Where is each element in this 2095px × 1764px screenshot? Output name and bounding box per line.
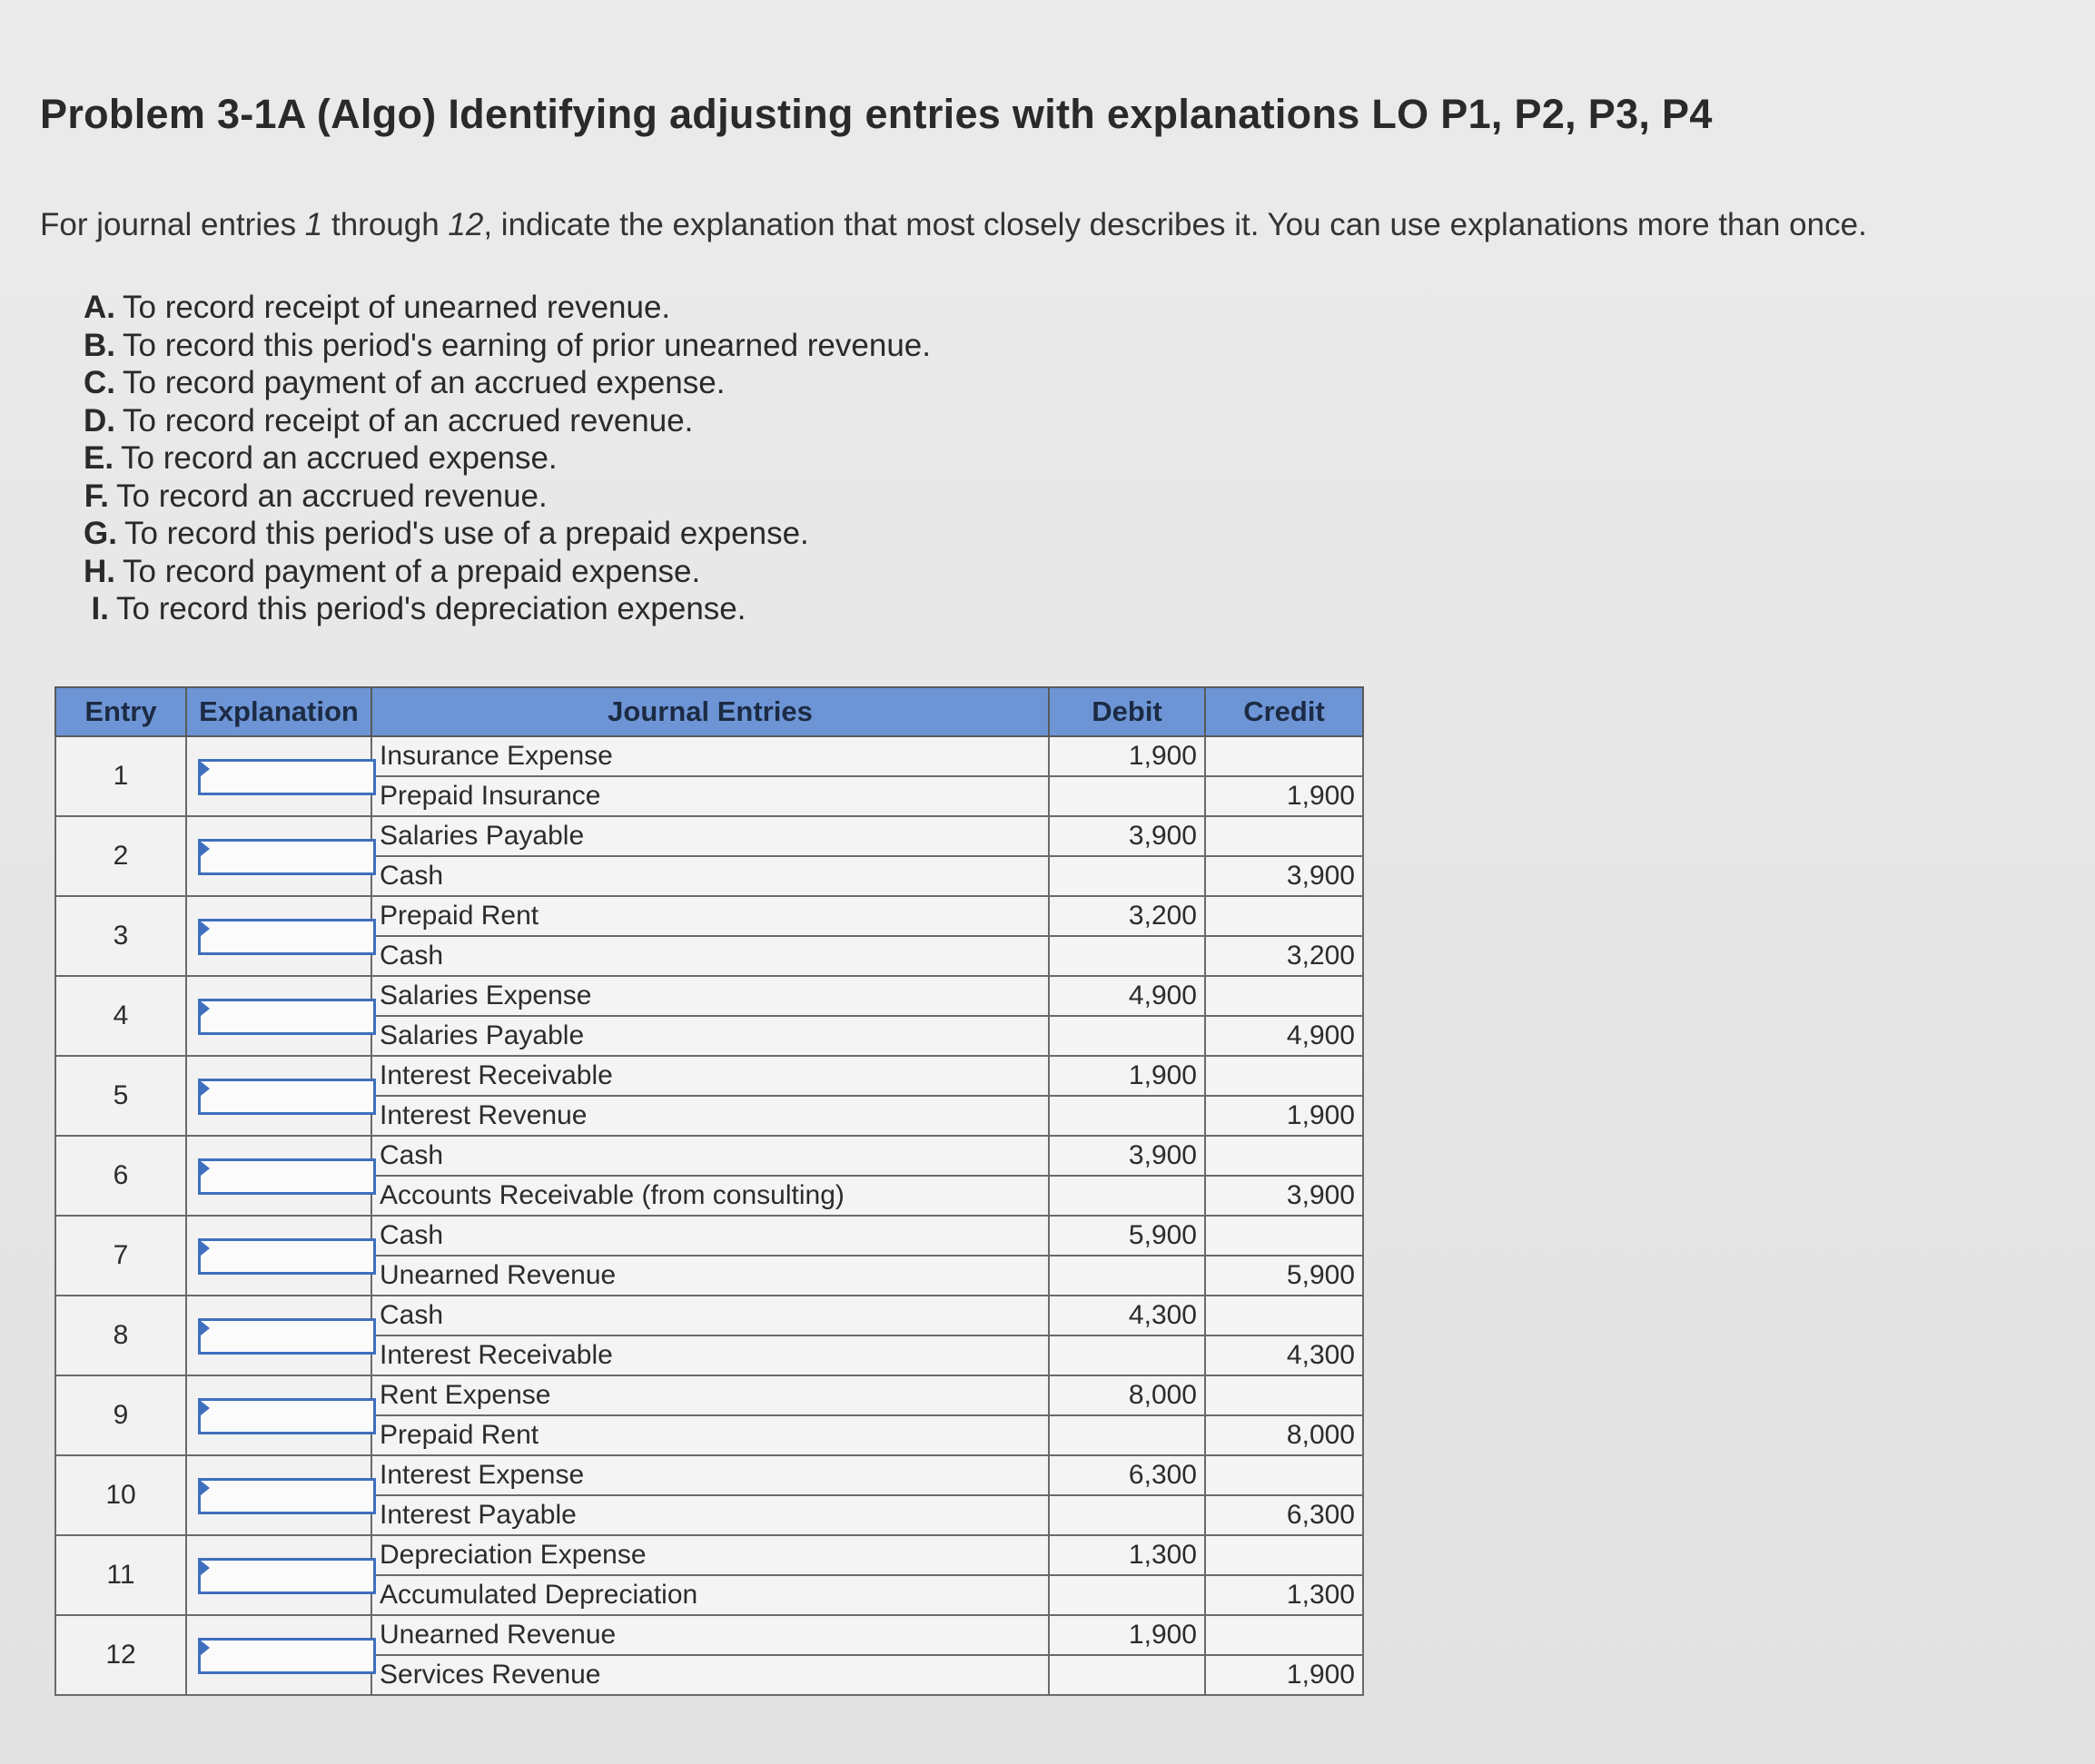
entry-number: 10 [55,1455,186,1535]
option-d [84,402,931,440]
explanation-cell [186,736,371,816]
dropdown-caret-icon [201,842,210,856]
credit-blank [1205,1615,1363,1655]
debit-amount: 6,300 [1049,1455,1205,1495]
table-row [55,1375,1363,1415]
dropdown-caret-icon [201,1481,210,1495]
credit-amount: 1,900 [1205,1655,1363,1695]
option-text: To record this period's use of a prepaid expense. [124,516,809,551]
credit-account: Salaries Payable [371,1016,1049,1056]
instructions-prefix: For journal entries [40,207,305,242]
debit-amount: 3,200 [1049,896,1205,936]
debit-blank [1049,1495,1205,1535]
option-text: To record an accrued revenue. [116,478,548,514]
entry-number: 7 [55,1216,186,1296]
credit-account: Cash [371,936,1049,976]
explanation-cell [186,816,371,896]
table-row [55,816,1363,856]
debit-amount: 5,900 [1049,1216,1205,1256]
dropdown-caret-icon [201,1321,210,1335]
credit-amount: 1,900 [1205,1096,1363,1136]
debit-blank [1049,1575,1205,1615]
dropdown-caret-icon [201,1241,210,1256]
table-row [55,976,1363,1016]
entry-number: 9 [55,1375,186,1455]
explanation-input[interactable] [198,1158,376,1195]
debit-account: Insurance Expense [371,736,1049,776]
credit-blank [1205,1455,1363,1495]
option-text: To record receipt of an accrued revenue. [123,402,694,439]
debit-account: Unearned Revenue [371,1615,1049,1655]
debit-account: Salaries Expense [371,976,1049,1016]
entry-number: 5 [55,1056,186,1136]
table-row [55,1216,1363,1256]
credit-amount: 6,300 [1205,1495,1363,1535]
debit-amount: 1,900 [1049,1615,1205,1655]
credit-blank [1205,1535,1363,1575]
debit-account: Cash [371,1136,1049,1176]
debit-account: Rent Expense [371,1375,1049,1415]
credit-account: Cash [371,856,1049,896]
dropdown-caret-icon [201,1161,210,1176]
dropdown-caret-icon [201,1401,210,1415]
debit-column-header: Debit [1049,687,1205,736]
debit-amount: 3,900 [1049,816,1205,856]
option-key: I. [91,591,109,626]
journal-entries-table [54,686,1364,1696]
option-text: To record payment of an accrued expense. [123,365,726,400]
explanation-input[interactable] [198,1638,376,1674]
debit-blank [1049,936,1205,976]
option-text: To record payment of a prepaid expense. [123,553,701,589]
explanation-cell [186,1216,371,1296]
option-g [84,515,931,553]
debit-amount: 1,900 [1049,736,1205,776]
debit-blank [1049,1655,1205,1695]
credit-amount: 1,300 [1205,1575,1363,1615]
credit-blank [1205,1056,1363,1096]
explanation-cell [186,1375,371,1455]
explanation-column-header: Explanation [186,687,371,736]
debit-amount: 1,900 [1049,1056,1205,1096]
debit-amount: 4,900 [1049,976,1205,1016]
credit-amount: 4,300 [1205,1335,1363,1375]
debit-amount: 8,000 [1049,1375,1205,1415]
table-row [55,1615,1363,1655]
credit-amount: 8,000 [1205,1415,1363,1455]
explanation-input[interactable] [198,1398,376,1434]
explanation-input[interactable] [198,1318,376,1355]
debit-account: Interest Receivable [371,1056,1049,1096]
explanation-cell [186,1296,371,1375]
option-key: A. [84,290,115,325]
entry-number: 8 [55,1296,186,1375]
instructions-text [40,207,1867,243]
option-key: H. [84,553,115,589]
entry-number: 4 [55,976,186,1056]
debit-amount: 3,900 [1049,1136,1205,1176]
problem-title: Problem 3-1A (Algo) Identifying adjusting entries with explanations LO P1, P2, P3, P4 [40,91,1713,137]
entry-column-header: Entry [55,687,186,736]
credit-amount: 5,900 [1205,1256,1363,1296]
option-key: C. [84,365,115,400]
option-text: To record this period's depreciation expense. [116,591,746,626]
dropdown-caret-icon [201,1561,210,1575]
credit-account: Interest Revenue [371,1096,1049,1136]
debit-amount: 1,300 [1049,1535,1205,1575]
option-e [84,439,931,478]
credit-amount: 1,900 [1205,776,1363,816]
debit-account: Cash [371,1296,1049,1335]
credit-blank [1205,816,1363,856]
explanation-options-list [84,289,931,628]
journal-table-body [55,736,1363,1695]
credit-account: Services Revenue [371,1655,1049,1695]
credit-account: Accumulated Depreciation [371,1575,1049,1615]
dropdown-caret-icon [201,762,210,776]
credit-account: Interest Payable [371,1495,1049,1535]
option-c [84,364,931,402]
credit-blank [1205,896,1363,936]
option-text: To record this period's earning of prior unearned revenue. [123,327,931,363]
instructions-suffix: , indicate the explanation that most closely describes it. You can use explanations more than once. [483,207,1867,242]
option-key: D. [84,402,115,439]
credit-account: Prepaid Insurance [371,776,1049,816]
debit-account: Depreciation Expense [371,1535,1049,1575]
journal-table-container [54,686,1362,1696]
table-header-row [55,687,1363,736]
credit-account: Prepaid Rent [371,1415,1049,1455]
explanation-input[interactable] [198,999,376,1035]
explanation-cell [186,1455,371,1535]
table-row [55,1455,1363,1495]
option-b [84,327,931,365]
table-row [55,1136,1363,1176]
debit-blank [1049,1256,1205,1296]
explanation-input[interactable] [198,919,376,955]
option-h [84,553,931,591]
entry-number: 2 [55,816,186,896]
option-f [84,478,931,516]
debit-blank [1049,1096,1205,1136]
explanation-input[interactable] [198,1238,376,1275]
explanation-input[interactable] [198,1558,376,1594]
explanation-input[interactable] [198,1478,376,1514]
debit-account: Cash [371,1216,1049,1256]
credit-amount: 4,900 [1205,1016,1363,1056]
explanation-cell [186,976,371,1056]
credit-account: Accounts Receivable (from consulting) [371,1176,1049,1216]
debit-account: Salaries Payable [371,816,1049,856]
debit-account: Prepaid Rent [371,896,1049,936]
option-a [84,289,931,327]
option-key: G. [84,516,117,551]
debit-blank [1049,1176,1205,1216]
credit-blank [1205,1296,1363,1335]
debit-amount: 4,300 [1049,1296,1205,1335]
dropdown-caret-icon [201,1081,210,1096]
option-key: E. [84,440,114,476]
option-key: B. [84,327,115,363]
instructions-last-entry: 12 [448,207,484,242]
debit-blank [1049,1415,1205,1455]
credit-blank [1205,1136,1363,1176]
credit-account: Interest Receivable [371,1335,1049,1375]
option-key: F. [84,478,109,514]
debit-blank [1049,1335,1205,1375]
explanation-input[interactable] [198,839,376,875]
table-row [55,1296,1363,1335]
explanation-input[interactable] [198,759,376,795]
entry-number: 3 [55,896,186,976]
explanation-cell [186,896,371,976]
table-row [55,896,1363,936]
credit-blank [1205,976,1363,1016]
credit-blank [1205,1216,1363,1256]
credit-amount: 3,900 [1205,1176,1363,1216]
dropdown-caret-icon [201,1001,210,1016]
option-text: To record an accrued expense. [121,440,558,476]
explanation-cell [186,1136,371,1216]
table-row [55,736,1363,776]
credit-column-header: Credit [1205,687,1363,736]
option-i [84,590,931,628]
debit-blank [1049,856,1205,896]
instructions-mid: through [322,207,449,242]
entry-number: 1 [55,736,186,816]
debit-blank [1049,776,1205,816]
explanation-cell [186,1615,371,1695]
credit-blank [1205,1375,1363,1415]
entry-number: 6 [55,1136,186,1216]
option-text: To record receipt of unearned revenue. [123,290,671,325]
explanation-cell [186,1056,371,1136]
explanation-input[interactable] [198,1079,376,1115]
credit-amount: 3,200 [1205,936,1363,976]
journal-entries-column-header: Journal Entries [371,687,1049,736]
table-row [55,1535,1363,1575]
dropdown-caret-icon [201,921,210,936]
credit-blank [1205,736,1363,776]
entry-number: 12 [55,1615,186,1695]
credit-account: Unearned Revenue [371,1256,1049,1296]
explanation-cell [186,1535,371,1615]
instructions-first-entry: 1 [304,207,323,242]
entry-number: 11 [55,1535,186,1615]
table-row [55,1056,1363,1096]
debit-blank [1049,1016,1205,1056]
dropdown-caret-icon [201,1641,210,1655]
debit-account: Interest Expense [371,1455,1049,1495]
credit-amount: 3,900 [1205,856,1363,896]
